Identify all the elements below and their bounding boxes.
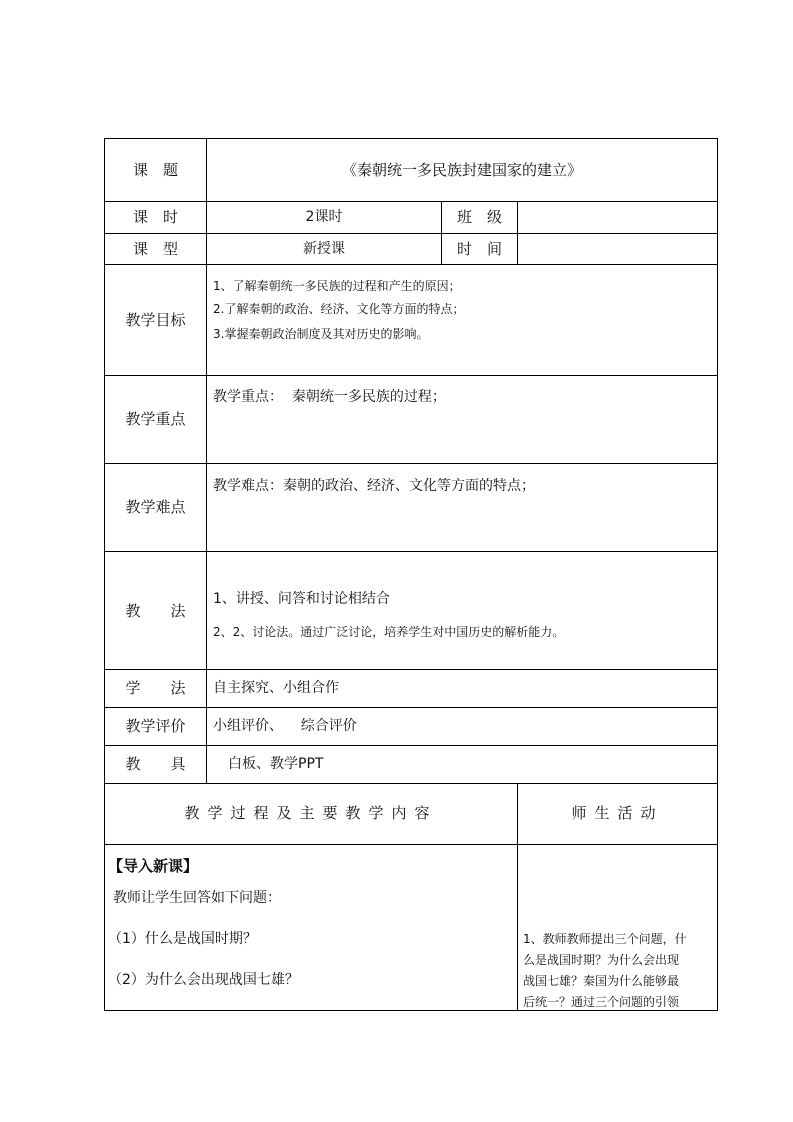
row-divider: [104, 783, 718, 784]
type-value: 新授课: [303, 241, 345, 257]
tools-value: 白板、教学PPT: [228, 756, 324, 772]
method-label: 教 法: [125, 602, 186, 620]
row-divider: [104, 844, 718, 845]
evaluation-label: 教学评价: [125, 717, 186, 735]
method-item: 1、讲授、问答和讨论相结合: [213, 591, 390, 607]
method-item: 2、2、讨论法。通过广泛讨论，培养学生对中国历史的解析能力。: [213, 625, 565, 639]
activity-line: 战国七雄？秦国为什么能够最: [523, 974, 680, 988]
learning-label: 学 法: [125, 679, 186, 697]
tools-label: 教 具: [125, 755, 186, 773]
evaluation-value: 小组评价、 综合评价: [213, 718, 357, 734]
intro-text: 教师让学生回答如下问题：: [113, 890, 281, 906]
row-divider: [104, 669, 718, 670]
title-label: 课 题: [132, 161, 178, 179]
lesson-title: 《秦朝统一多民族封建国家的建立》: [341, 161, 582, 179]
goal-item: 1、了解秦朝统一多民族的过程和产生的原因；: [213, 279, 461, 293]
row-divider: [104, 201, 718, 202]
row-divider: [104, 264, 718, 265]
time-label: 时 间: [456, 240, 502, 258]
col-divider: [717, 138, 718, 1011]
key-points-value: 教学重点： 秦朝统一多民族的过程；: [213, 389, 446, 405]
activity-line: 后统一？通过三个问题的引领: [523, 995, 680, 1009]
class-label: 班 级: [456, 208, 502, 226]
goal-item: 2.了解秦朝的政治、经济、文化等方面的特点；: [213, 302, 465, 316]
difficulties-value: 教学难点：秦朝的政治、经济、文化等方面的特点；: [213, 478, 535, 494]
goals-label: 教学目标: [125, 311, 186, 329]
row-divider: [104, 463, 718, 464]
row-divider: [104, 551, 718, 552]
col-divider: [104, 138, 105, 1011]
row-divider: [104, 745, 718, 746]
col-divider: [517, 201, 518, 265]
question-item: （1）什么是战国时期？: [108, 931, 257, 947]
row-divider: [104, 138, 718, 139]
activity-line: 1、教师教师提出三个问题，什: [523, 932, 687, 946]
type-label: 课 型: [132, 240, 178, 258]
key-points-label: 教学重点: [125, 410, 186, 428]
process-header-right: 师生活动: [571, 804, 664, 822]
process-header-left: 教学过程及主要教学内容: [184, 804, 438, 822]
col-divider: [206, 138, 207, 784]
activity-line: 么是战国时期？为什么会出现: [523, 953, 680, 967]
goal-item: 3.掌握秦朝政治制度及其对历史的影响。: [213, 327, 429, 341]
row-divider: [104, 233, 718, 234]
learning-value: 自主探究、小组合作: [213, 680, 339, 696]
section-title: 【导入新课】: [108, 857, 199, 875]
question-item: （2）为什么会出现战国七雄？: [108, 972, 299, 988]
hours-value: 2课时: [305, 209, 343, 225]
row-divider: [104, 375, 718, 376]
difficulties-label: 教学难点: [125, 498, 186, 516]
row-divider: [104, 707, 718, 708]
hours-label: 课 时: [132, 208, 178, 226]
